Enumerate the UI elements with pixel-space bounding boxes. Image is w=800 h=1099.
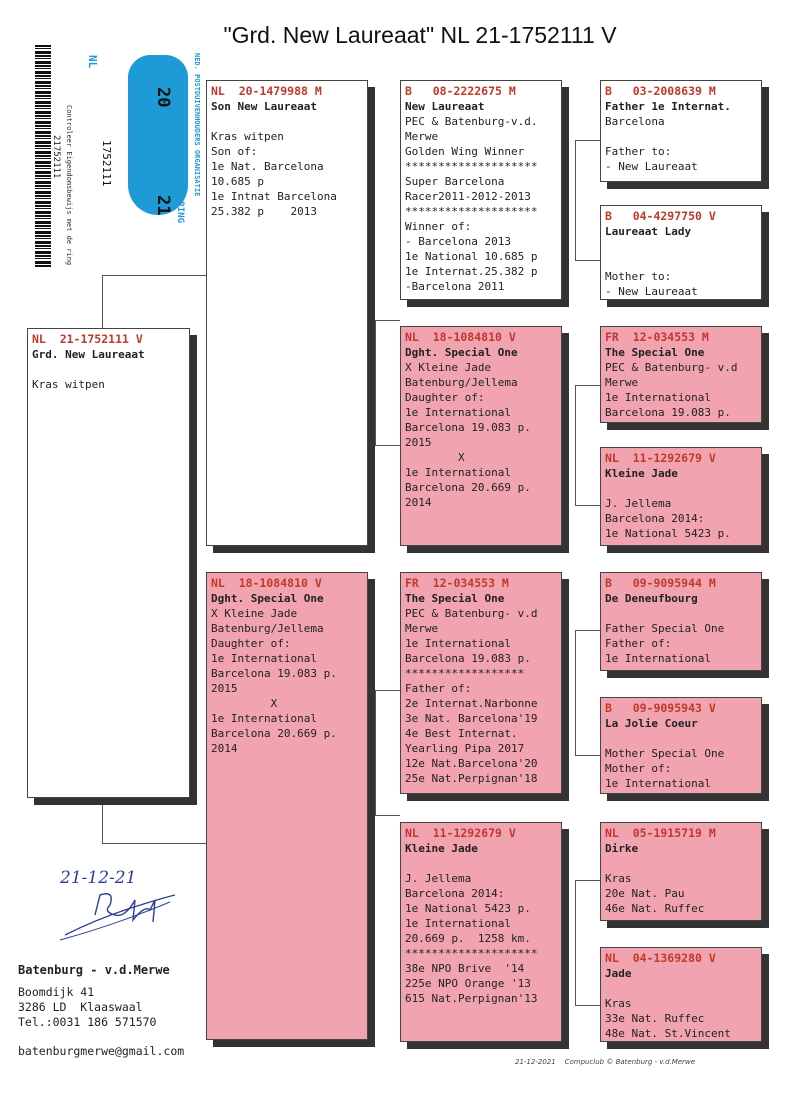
pedigree-line xyxy=(605,981,757,996)
pedigree-line: - New Laureaat xyxy=(605,160,698,173)
pedigree-card-sire-sire xyxy=(400,80,562,300)
pedigree-line: 1e International xyxy=(405,466,511,479)
pedigree-line: 1e International xyxy=(405,406,511,419)
connector xyxy=(575,630,576,755)
pedigree-line: X xyxy=(211,697,278,710)
pedigree-line: 2015 xyxy=(405,436,432,449)
connector xyxy=(575,140,600,141)
pedigree-line: ******************** xyxy=(405,160,538,173)
pedigree-line: PEC & Batenburg- v.d xyxy=(405,607,538,620)
ring-number: B 03-2008639 M xyxy=(605,84,716,98)
pedigree-line: Winner of: xyxy=(405,220,472,233)
pedigree-line: 2014 xyxy=(211,742,238,755)
pedigree-card-dam-dam xyxy=(400,822,562,1042)
pedigree-line: 1e Nat. Barcelona xyxy=(211,160,324,173)
ring-number: NL 18-1084810 V xyxy=(211,576,322,590)
ring-number: NL 05-1915719 M xyxy=(605,826,716,840)
pedigree-line: Kras xyxy=(605,997,632,1010)
connector xyxy=(375,320,400,321)
pedigree-line xyxy=(405,856,557,871)
footnote: 21-12-2021 Compuclub © Batenburg - v.d.Merwe xyxy=(515,1058,696,1066)
pedigree-line: Batenburg/Jellema xyxy=(211,622,324,635)
pedigree-line: 1e National 5423 p. xyxy=(605,527,731,540)
pedigree-line: 20e Nat. Pau xyxy=(605,887,685,900)
connector xyxy=(375,690,376,815)
ring-number: NL 18-1084810 V xyxy=(405,330,516,344)
pedigree-line: Father to: xyxy=(605,145,672,158)
ring-number: FR 12-034553 M xyxy=(405,576,509,590)
ring-number: NL 11-1292679 V xyxy=(605,451,716,465)
pedigree-line: Yearling Pipa 2017 xyxy=(405,742,525,755)
connector xyxy=(375,815,400,816)
pedigree-line: 46e Nat. Ruffec xyxy=(605,902,705,915)
pedigree-card-mother xyxy=(206,572,368,1040)
pigeon-name: Dght. Special One xyxy=(211,592,324,605)
pigeon-name: Dirke xyxy=(605,842,639,855)
pedigree-line xyxy=(605,856,757,871)
ring-number: FR 12-034553 M xyxy=(605,330,709,344)
pigeon-name: Jade xyxy=(605,967,632,980)
pedigree-line xyxy=(605,606,757,621)
pedigree-line: PEC & Batenburg-v.d. xyxy=(405,115,538,128)
pedigree-line: 48e Nat. St.Vincent xyxy=(605,1027,731,1040)
pedigree-line: Barcelona xyxy=(605,115,665,128)
pedigree-line: 1e International xyxy=(605,777,711,790)
pedigree-line: Racer2011-2012-2013 xyxy=(405,190,531,203)
pedigree-line: 1e International xyxy=(211,652,317,665)
pedigree-line: 1e International xyxy=(605,391,711,404)
pedigree-line: Barcelona 2014: xyxy=(605,512,705,525)
pedigree-line: ******************** xyxy=(405,205,538,218)
connector xyxy=(575,385,600,386)
pedigree-line: 1e International xyxy=(211,712,317,725)
pedigree-line: PEC & Batenburg- v.d xyxy=(605,361,738,374)
pedigree-line: Barcelona 19.083 p. xyxy=(211,667,337,680)
pigeon-name: Dght. Special One xyxy=(405,346,518,359)
pedigree-card-fmf xyxy=(600,326,762,423)
pedigree-line: 1e International xyxy=(405,637,511,650)
pedigree-line: - Barcelona 2013 xyxy=(405,235,511,248)
ring-number: NL 21-1752111 V xyxy=(32,332,143,346)
pedigree-card-mfm xyxy=(600,697,762,794)
pedigree-line: 2015 xyxy=(211,682,238,695)
pedigree-line: 4e Best Internat. xyxy=(405,727,518,740)
pedigree-line: Golden Wing Winner xyxy=(405,145,525,158)
pedigree-line: Daughter of: xyxy=(405,391,485,404)
pedigree-line: Merwe xyxy=(605,376,639,389)
pedigree-card-mff xyxy=(600,572,762,671)
pedigree-line: Barcelona 19.083 p. xyxy=(405,652,531,665)
pedigree-line: 25e Nat.Perpignan'18 xyxy=(405,772,538,785)
connector xyxy=(575,505,600,506)
pedigree-line: Barcelona 20.669 p. xyxy=(405,481,531,494)
signature xyxy=(55,880,195,950)
pedigree-line: 1e Intnat Barcelona xyxy=(211,190,337,203)
pedigree-line: 2e Internat.Narbonne xyxy=(405,697,538,710)
pedigree-line xyxy=(32,362,185,377)
connector xyxy=(102,275,103,330)
pedigree-line: 1e Internat.25.382 p xyxy=(405,265,538,278)
pedigree-line: ******************** xyxy=(405,947,538,960)
pedigree-line xyxy=(211,114,363,129)
sticker-label: Controleer Eigendomsbewijs met de ring xyxy=(65,105,73,266)
pedigree-line xyxy=(605,254,757,269)
pedigree-line: Mother to: xyxy=(605,270,672,283)
pedigree-line: Mother Special One xyxy=(605,747,725,760)
connector xyxy=(575,260,600,261)
pedigree-card-dam-sire xyxy=(400,572,562,794)
connector xyxy=(375,690,400,691)
connector xyxy=(575,630,600,631)
ring-number: NL 11-1292679 V xyxy=(405,826,516,840)
pedigree-line: 1e International xyxy=(405,917,511,930)
pedigree-line: Super Barcelona xyxy=(405,175,505,188)
pigeon-name: The Special One xyxy=(405,592,505,605)
sticker-year-right: 21 xyxy=(153,195,173,216)
sticker-cert: EIGENDOMSBEWIJS v/D RING xyxy=(175,93,185,224)
pedigree-line: 2014 xyxy=(405,496,432,509)
pedigree-line: X Kleine Jade xyxy=(211,607,298,620)
pedigree-line: 1e International xyxy=(605,652,711,665)
pedigree-line xyxy=(605,481,757,496)
pedigree-card-fmm xyxy=(600,447,762,546)
sticker-side-number: 21752111 xyxy=(51,135,61,179)
pedigree-line: ****************** xyxy=(405,667,525,680)
email-link[interactable]: batenburgmerwe@gmail.com xyxy=(18,1044,185,1058)
pedigree-line xyxy=(605,731,757,746)
sticker-org: NED. POSTDUIVENHOUDERS ORGANISATIE xyxy=(193,53,201,197)
pedigree-line: 10.685 p xyxy=(211,175,264,188)
connector xyxy=(102,843,206,844)
pedigree-line: 615 Nat.Perpignan'13 xyxy=(405,992,538,1005)
pedigree-line: 1e National 10.685 p xyxy=(405,250,538,263)
pedigree-line xyxy=(605,129,757,144)
pigeon-name: Son New Laureaat xyxy=(211,100,317,113)
pedigree-line: Daughter of: xyxy=(211,637,291,650)
connector xyxy=(575,755,600,756)
pedigree-line: 20.669 p. 1258 km. xyxy=(405,932,531,945)
pedigree-line: 12e Nat.Barcelona'20 xyxy=(405,757,538,770)
connector xyxy=(575,385,576,505)
pigeon-name: La Jolie Coeur xyxy=(605,717,698,730)
ring-number: NL 20-1479988 M xyxy=(211,84,322,98)
pedigree-line: Kras xyxy=(605,872,632,885)
ring-number: B 04-4297750 V xyxy=(605,209,716,223)
connector xyxy=(102,275,206,276)
pedigree-card-fff xyxy=(600,80,762,182)
ring-number: B 08-2222675 M xyxy=(405,84,516,98)
pedigree-line: Barcelona 19.083 p. xyxy=(405,421,531,434)
pedigree-card-mmf xyxy=(600,822,762,921)
pedigree-line: Merwe xyxy=(405,130,439,143)
pedigree-line: Kras witpen xyxy=(32,378,105,391)
pedigree-line: Barcelona 19.083 p. xyxy=(605,406,731,419)
pigeon-name: Kleine Jade xyxy=(405,842,478,855)
pedigree-line: Batenburg/Jellema xyxy=(405,376,518,389)
pedigree-line xyxy=(605,239,757,254)
pigeon-name: Laureaat Lady xyxy=(605,225,692,238)
connector xyxy=(575,880,600,881)
connector xyxy=(575,880,576,1005)
connector xyxy=(102,798,103,843)
pedigree-line: Barcelona 20.669 p. xyxy=(211,727,337,740)
pedigree-line: Father of: xyxy=(405,682,472,695)
page-title: "Grd. New Laureaat" NL 21-1752111 V xyxy=(223,22,617,48)
pedigree-card-subject xyxy=(27,328,190,798)
address-city: 3286 LD Klaaswaal xyxy=(18,1000,143,1014)
pedigree-line: 1e National 5423 p. xyxy=(405,902,531,915)
pedigree-line: 25.382 p 2013 xyxy=(211,205,317,218)
connector xyxy=(575,140,576,260)
pigeon-name: De Deneufbourg xyxy=(605,592,698,605)
pedigree-card-sire-dam xyxy=(400,326,562,546)
pedigree-line: -Barcelona 2011 xyxy=(405,280,505,293)
ownership-sticker xyxy=(33,45,203,270)
address-street: Boomdijk 41 xyxy=(18,985,95,999)
pedigree-line: 38e NPO Brive '14 xyxy=(405,962,525,975)
pedigree-card-mmm xyxy=(600,947,762,1042)
connector xyxy=(375,320,376,445)
pedigree-line: Kras witpen xyxy=(211,130,284,143)
pedigree-line: X Kleine Jade xyxy=(405,361,492,374)
pedigree-line: 225e NPO Orange '13 xyxy=(405,977,531,990)
address-phone: Tel.:0031 186 571570 xyxy=(18,1015,157,1029)
pedigree-line: Barcelona 2014: xyxy=(405,887,505,900)
pedigree-line: - New Laureaat xyxy=(605,285,698,298)
connector xyxy=(575,1005,600,1006)
sticker-number: 1752111 xyxy=(100,140,113,187)
ring-number: NL 04-1369280 V xyxy=(605,951,716,965)
pigeon-name: Grd. New Laureaat xyxy=(32,348,145,361)
pedigree-card-ffm xyxy=(600,205,762,300)
pigeon-name: Kleine Jade xyxy=(605,467,678,480)
pigeon-name: Father 1e Internat. xyxy=(605,100,731,113)
pedigree-card-father xyxy=(206,80,368,546)
pedigree-line: Merwe xyxy=(405,622,439,635)
ring-number: B 09-9095944 M xyxy=(605,576,716,590)
pedigree-line: Son of: xyxy=(211,145,258,158)
connector xyxy=(375,445,400,446)
pedigree-line: Mother of: xyxy=(605,762,672,775)
pigeon-name: The Special One xyxy=(605,346,705,359)
pedigree-line: 33e Nat. Ruffec xyxy=(605,1012,705,1025)
sticker-year-left: 20 xyxy=(153,87,173,108)
pedigree-line: Father Special One xyxy=(605,622,725,635)
pigeon-name: New Laureaat xyxy=(405,100,485,113)
pedigree-line: J. Jellema xyxy=(605,497,672,510)
ring-number: B 09-9095943 V xyxy=(605,701,716,715)
handwritten-date: 21-12-21 xyxy=(60,868,137,888)
pedigree-line: X xyxy=(405,451,465,464)
pedigree-line: Father of: xyxy=(605,637,672,650)
breeder-name: Batenburg - v.d.Merwe xyxy=(18,963,170,977)
pedigree-line: 3e Nat. Barcelona'19 xyxy=(405,712,538,725)
barcode xyxy=(35,45,51,267)
sticker-country: NL xyxy=(86,55,99,69)
pedigree-line: J. Jellema xyxy=(405,872,472,885)
